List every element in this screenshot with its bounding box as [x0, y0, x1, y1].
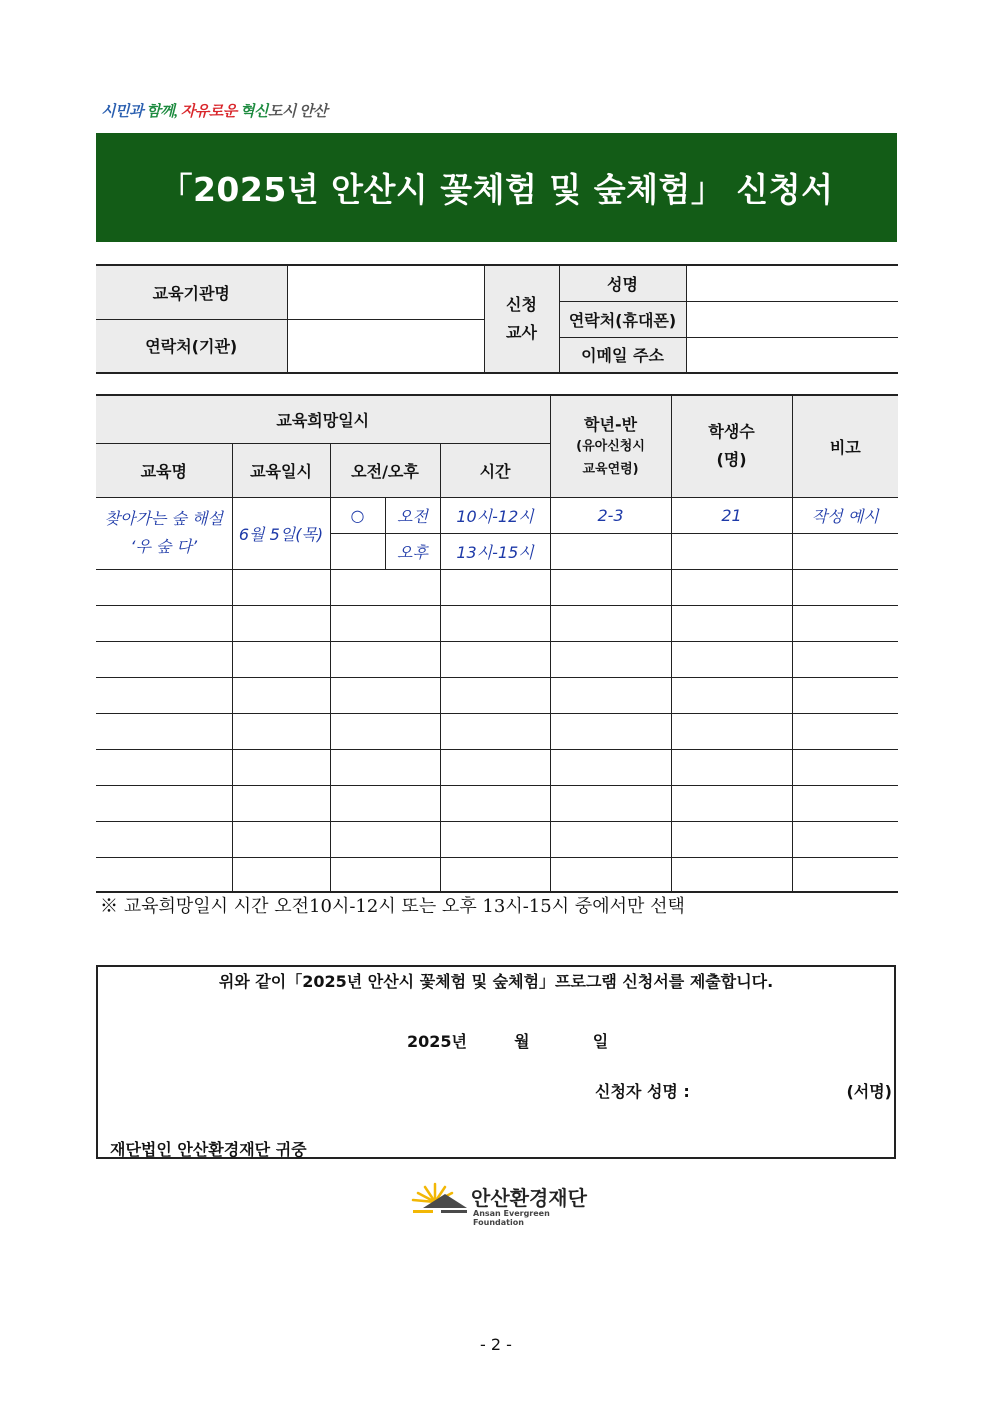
table-cell[interactable]: [440, 821, 550, 857]
slogan-part: 혁신: [239, 104, 268, 120]
group-header: 교육희망일시: [96, 395, 550, 443]
sign-mark: (서명): [846, 1082, 892, 1101]
example-name: 찾아가는 숲 해설 ‘우 숲 다’: [96, 497, 232, 569]
table-cell[interactable]: [96, 857, 232, 892]
table-cell[interactable]: [96, 821, 232, 857]
contact-label: 연락처(기관): [96, 320, 287, 373]
example-grade: 2-3: [550, 497, 671, 533]
table-cell[interactable]: [232, 569, 330, 605]
schedule-table: [96, 394, 898, 893]
declaration-date: [407, 1029, 608, 1052]
org-label: 교육기관명: [96, 265, 287, 320]
table-cell[interactable]: [96, 605, 232, 641]
table-cell[interactable]: [440, 857, 550, 892]
table-row[interactable]: [96, 677, 898, 713]
table-cell[interactable]: [792, 857, 898, 892]
table-cell[interactable]: [792, 821, 898, 857]
table-cell[interactable]: [96, 569, 232, 605]
example-pm-time: 13시-15시: [440, 533, 550, 569]
table-cell[interactable]: [550, 641, 671, 677]
logo-name: 안산환경재단: [471, 1186, 587, 1210]
table-cell[interactable]: [550, 713, 671, 749]
table-cell[interactable]: [330, 713, 440, 749]
table-cell[interactable]: [792, 785, 898, 821]
table-cell[interactable]: [671, 569, 792, 605]
table-cell[interactable]: [330, 605, 440, 641]
slogan-part: 도시 안산: [267, 104, 328, 120]
foundation-logo: [405, 1180, 595, 1227]
example-note: 작성 예시: [792, 497, 898, 533]
sun-mountain-icon: [405, 1180, 469, 1220]
phone-label: 연락처(휴대폰): [559, 301, 686, 338]
example-date: 6월 5일(목): [232, 497, 330, 569]
table-cell[interactable]: [96, 677, 232, 713]
table-cell[interactable]: [792, 713, 898, 749]
table-row[interactable]: [96, 785, 898, 821]
table-cell[interactable]: [330, 749, 440, 785]
table-row: [96, 497, 898, 533]
table-row[interactable]: [96, 605, 898, 641]
slogan-part: 자유로운: [180, 104, 240, 120]
page-title: 「2025년 안산시 꽃체험 및 숲체험」 신청서: [159, 170, 834, 209]
table-cell[interactable]: [671, 857, 792, 892]
table-row[interactable]: [96, 569, 898, 605]
declaration-box: [96, 965, 896, 1159]
table-cell[interactable]: [96, 785, 232, 821]
date-header: 교육일시: [232, 443, 330, 497]
email-field[interactable]: [686, 338, 898, 373]
table-cell[interactable]: [440, 641, 550, 677]
example-mark[interactable]: ○: [330, 497, 385, 533]
table-row[interactable]: [96, 713, 898, 749]
applicant-info-table: [96, 264, 898, 374]
table-cell[interactable]: [792, 749, 898, 785]
table-cell[interactable]: [671, 713, 792, 749]
table-cell[interactable]: [96, 749, 232, 785]
table-cell[interactable]: [330, 569, 440, 605]
table-cell[interactable]: [440, 677, 550, 713]
name-field[interactable]: [686, 265, 898, 301]
example-pm: 오후: [385, 533, 440, 569]
table-cell[interactable]: [330, 641, 440, 677]
table-cell[interactable]: [232, 857, 330, 892]
name-header: 교육명: [96, 443, 232, 497]
table-cell[interactable]: [550, 821, 671, 857]
table-cell[interactable]: [330, 857, 440, 892]
date-day: 일: [592, 1032, 609, 1051]
table-cell[interactable]: [550, 857, 671, 892]
table-cell[interactable]: [232, 641, 330, 677]
example-am: 오전: [385, 497, 440, 533]
table-cell[interactable]: [440, 569, 550, 605]
table-cell[interactable]: [330, 785, 440, 821]
table-cell[interactable]: [330, 677, 440, 713]
table-cell[interactable]: [792, 605, 898, 641]
table-cell[interactable]: [232, 785, 330, 821]
table-cell[interactable]: [440, 713, 550, 749]
table-cell[interactable]: [792, 533, 898, 569]
phone-field[interactable]: [686, 301, 898, 338]
table-cell[interactable]: [232, 749, 330, 785]
table-cell[interactable]: [440, 749, 550, 785]
name-label: 성명: [559, 265, 686, 301]
table-cell[interactable]: [550, 605, 671, 641]
table-cell[interactable]: [671, 641, 792, 677]
table-cell[interactable]: [671, 749, 792, 785]
date-year: 2025년: [407, 1032, 467, 1051]
note-header: 비고: [792, 395, 898, 497]
table-cell[interactable]: [232, 821, 330, 857]
logo-sub: Ansan Evergreen Foundation: [473, 1209, 550, 1227]
table-cell[interactable]: [550, 785, 671, 821]
table-row[interactable]: [96, 749, 898, 785]
time-header: 시간: [440, 443, 550, 497]
table-cell[interactable]: [550, 677, 671, 713]
grade-header: 학년-반 (유아신청시 교육연령): [550, 395, 671, 497]
table-cell[interactable]: [671, 605, 792, 641]
signer-label: 신청자 성명 :: [595, 1082, 690, 1101]
example-students: 21: [671, 497, 792, 533]
table-cell[interactable]: [671, 785, 792, 821]
example-pm-mark[interactable]: [330, 533, 385, 569]
table-cell[interactable]: [96, 713, 232, 749]
notice-text: ※ 교육희망일시 시간 오전10시-12시 또는 오후 13시-15시 중에서만 선택: [100, 896, 685, 917]
ampm-header: 오전/오후: [330, 443, 440, 497]
table-cell[interactable]: [330, 821, 440, 857]
table-cell[interactable]: [440, 605, 550, 641]
email-label: 이메일 주소: [559, 338, 686, 373]
table-cell[interactable]: [792, 641, 898, 677]
table-cell[interactable]: [550, 533, 671, 569]
org-field[interactable]: [287, 265, 484, 320]
table-cell[interactable]: [550, 569, 671, 605]
contact-field[interactable]: [287, 320, 484, 373]
table-row[interactable]: [96, 641, 898, 677]
students-header: 학생수 (명): [671, 395, 792, 497]
example-am-time: 10시-12시: [440, 497, 550, 533]
table-cell[interactable]: [671, 533, 792, 569]
table-cell[interactable]: [232, 605, 330, 641]
table-cell[interactable]: [550, 749, 671, 785]
table-cell[interactable]: [440, 785, 550, 821]
slogan-part: 시민과: [101, 104, 143, 120]
date-month: 월: [514, 1032, 530, 1051]
table-cell[interactable]: [792, 677, 898, 713]
table-cell[interactable]: [671, 821, 792, 857]
page-number: - 2 -: [480, 1335, 512, 1354]
addressee: 재단법인 안산환경재단 귀중: [110, 1140, 307, 1159]
teacher-label: 신청 교사: [484, 265, 559, 373]
title-banner: [96, 133, 897, 242]
table-row[interactable]: [96, 821, 898, 857]
slogan-part: 함께,: [142, 104, 181, 120]
table-cell[interactable]: [232, 713, 330, 749]
declaration-text: 위와 같이「2025년 안산시 꽃체험 및 숲체험」프로그램 신청서를 제출합니다.: [218, 972, 774, 991]
table-cell[interactable]: [792, 569, 898, 605]
table-cell[interactable]: [232, 677, 330, 713]
table-cell[interactable]: [671, 677, 792, 713]
table-cell[interactable]: [96, 641, 232, 677]
slogan: [101, 100, 327, 121]
table-row[interactable]: [96, 857, 898, 892]
